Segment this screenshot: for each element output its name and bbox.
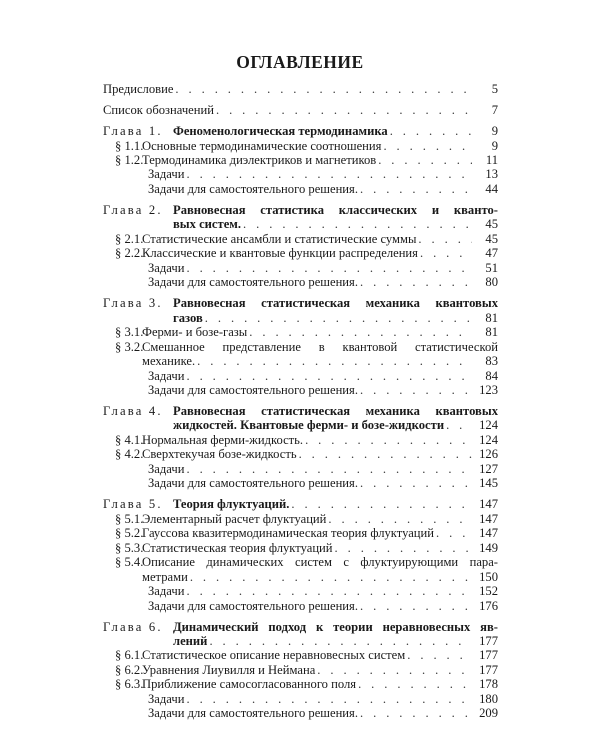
toc-entry-sec[interactable] (103, 232, 498, 246)
toc-entry-title: метрами (142, 569, 188, 584)
toc-line (103, 462, 498, 476)
toc-line (103, 124, 498, 138)
dot-leader (241, 217, 472, 231)
toc-entry-sub[interactable] (103, 182, 498, 196)
toc-page-number: 145 (479, 476, 498, 491)
toc-entry-sec[interactable] (103, 447, 498, 461)
toc-page-number: 127 (479, 461, 498, 476)
toc-entry-title: Статистические ансамбли и статистические суммы (142, 231, 417, 246)
toc-entry-sec[interactable] (103, 541, 498, 555)
toc-line (103, 139, 498, 153)
dot-leader (418, 246, 472, 260)
toc-line (103, 476, 498, 490)
toc-entry-title: Термодинамика диэлектриков и магнетиков (142, 153, 377, 167)
toc-entry-title: Задачи для самостоятельного решения. (148, 275, 358, 290)
toc-entry-number: § 5.2. (115, 526, 144, 541)
toc-page-number: 51 (485, 260, 498, 275)
toc-entry-number: § 1.2. (115, 153, 144, 167)
toc-page-number: 47 (485, 246, 498, 261)
toc-entry-title: вых систем. (173, 217, 242, 232)
toc-line (103, 706, 498, 720)
toc-entry-sub[interactable] (103, 476, 498, 490)
toc-entry-number: § 2.2. (115, 246, 144, 261)
toc-line (103, 512, 498, 526)
toc-line (103, 261, 498, 275)
dot-leader (381, 139, 472, 153)
dot-leader (405, 648, 472, 662)
toc-entry-title: Задачи (148, 691, 185, 706)
dot-leader (356, 677, 472, 691)
toc-page-number: 149 (479, 540, 498, 555)
toc-entry-title: Ферми- и бозе-газы (142, 325, 248, 340)
dot-leader (358, 383, 472, 397)
toc-group (103, 404, 498, 491)
toc-entry-title: Основные термодинамические соотношения (142, 138, 382, 153)
dot-leader (214, 103, 472, 117)
dot-leader (358, 599, 472, 613)
toc-entry-plain[interactable] (103, 82, 498, 96)
toc-entry-chap[interactable] (103, 620, 498, 649)
toc-page-number: 44 (485, 181, 498, 196)
toc-line (103, 340, 498, 354)
toc-page-number: 80 (485, 275, 498, 290)
dot-leader (184, 584, 472, 598)
toc-entry-chap[interactable] (103, 124, 498, 138)
toc-entry-sec[interactable] (103, 512, 498, 526)
toc-line (103, 246, 498, 260)
toc-line (103, 354, 498, 368)
toc-entry-chap[interactable] (103, 497, 498, 511)
toc-line (103, 663, 498, 677)
toc-entry-sec[interactable] (103, 555, 498, 584)
dot-leader (376, 153, 472, 167)
toc-entry-number: § 6.1. (115, 648, 144, 663)
dot-leader (173, 82, 472, 96)
toc-entry-number: § 4.2. (115, 447, 144, 462)
toc-entry-number: § 5.1. (115, 511, 144, 526)
dot-leader (297, 447, 472, 461)
toc-line (103, 634, 498, 648)
toc-entry-number: § 1.1. (115, 138, 144, 153)
toc-page-number: 13 (485, 167, 498, 182)
toc-entry-title: лений (173, 634, 208, 649)
toc-page-number: 9 (491, 138, 498, 153)
toc-page-number: 150 (479, 569, 498, 584)
toc-entry-title: Равновесная статистика классических и кванто- (173, 202, 498, 217)
dot-leader (326, 512, 472, 526)
dot-leader (388, 124, 472, 138)
toc-entry-title: Нормальная ферми-жидкость. (142, 432, 304, 447)
toc-page-number: 45 (485, 231, 498, 246)
dot-leader (289, 497, 472, 511)
toc-group (103, 620, 498, 721)
toc-group (103, 296, 498, 397)
toc-entry-sec[interactable] (103, 246, 498, 260)
dot-leader (358, 182, 472, 196)
toc-entry-chap[interactable] (103, 404, 498, 433)
dot-leader (207, 634, 472, 648)
toc-entry-sec[interactable] (103, 648, 498, 662)
toc-entry-sec[interactable] (103, 325, 498, 339)
page-title: ОГЛАВЛЕНИЕ (236, 52, 364, 72)
toc-entry-sub[interactable] (103, 383, 498, 397)
toc-entry-number: § 2.1. (115, 231, 144, 246)
toc-line (103, 584, 498, 598)
toc-group (103, 124, 498, 196)
toc-line (103, 275, 498, 289)
dot-leader (247, 325, 472, 339)
toc-page-number: 178 (479, 677, 498, 692)
toc-entry-title: Теория флуктуаций. (173, 497, 290, 512)
dot-leader (358, 706, 472, 720)
dot-leader (203, 311, 472, 325)
toc-line (103, 497, 498, 511)
toc-entry-chap[interactable] (103, 203, 498, 232)
toc-line (103, 325, 498, 339)
toc-entry-title: Равновесная статистическая механика квантовых (173, 296, 498, 311)
toc-page-number: 5 (491, 82, 498, 96)
toc-group (103, 203, 498, 290)
dot-leader (188, 570, 472, 584)
toc-line (103, 418, 498, 432)
dot-leader (358, 476, 472, 490)
toc-entry-number: § 3.1. (115, 325, 144, 340)
toc-entry-title: Задачи для самостоятельного решения. (148, 476, 358, 491)
table-of-contents (103, 82, 498, 727)
dot-leader (184, 167, 472, 181)
toc-entry-title: Задачи для самостоятельного решения. (148, 181, 358, 196)
toc-line (103, 677, 498, 691)
toc-entry-chap[interactable] (103, 296, 498, 325)
toc-line (103, 217, 498, 231)
toc-entry-title: Задачи (148, 461, 185, 476)
toc-page-number: 124 (479, 432, 498, 447)
toc-group (103, 103, 498, 117)
dot-leader (195, 354, 472, 368)
toc-line (103, 369, 498, 383)
toc-entry-sec[interactable] (103, 677, 498, 691)
toc-line (103, 167, 498, 181)
toc-entry-title: Задачи для самостоятельного решения. (148, 706, 358, 721)
toc-entry-sub[interactable] (103, 167, 498, 181)
toc-page-number: 180 (479, 691, 498, 706)
toc-entry-plain[interactable] (103, 103, 498, 117)
toc-entry-number: Глава 3. (103, 296, 163, 311)
toc-entry-title: Описание динамических систем с флуктуирующими пара- (142, 555, 498, 570)
toc-page-number: 11 (485, 153, 498, 167)
toc-group (103, 497, 498, 613)
toc-entry-sec[interactable] (103, 153, 498, 167)
toc-page-number: 81 (485, 310, 498, 325)
toc-entry-sub[interactable] (103, 261, 498, 275)
toc-entry-title: Задачи для самостоятельного решения. (148, 382, 358, 397)
toc-entry-sec[interactable] (103, 340, 498, 369)
toc-line (103, 82, 498, 96)
toc-page-number: 147 (479, 526, 498, 541)
toc-line (103, 570, 498, 584)
toc-line (103, 692, 498, 706)
toc-line (103, 153, 498, 167)
toc-page-number: 123 (479, 382, 498, 397)
toc-page-number: 124 (479, 418, 498, 433)
toc-line (103, 404, 498, 418)
toc-line (103, 182, 498, 196)
dot-leader (434, 526, 472, 540)
toc-entry-number: § 6.2. (115, 662, 144, 677)
toc-entry-number: § 3.2. (115, 339, 144, 354)
toc-entry-number: Глава 4. (103, 404, 163, 419)
toc-line (103, 648, 498, 662)
toc-entry-title: Статистическая теория флуктуаций (142, 540, 333, 555)
toc-entry-title: Смешанное представление в квантовой статистической (142, 339, 498, 354)
toc-line (103, 599, 498, 613)
toc-entry-title: газов (173, 310, 203, 325)
toc-entry-number: Глава 2. (103, 202, 163, 217)
dot-leader (184, 462, 472, 476)
toc-page-number: 81 (485, 325, 498, 340)
toc-line (103, 620, 498, 634)
toc-entry-title: Предисловие (103, 82, 174, 96)
toc-entry-title: Статистическое описание неравновесных систем (142, 648, 406, 663)
toc-entry-title: Задачи для самостоятельного решения. (148, 598, 358, 613)
toc-entry-sub[interactable] (103, 369, 498, 383)
toc-entry-sec[interactable] (103, 139, 498, 153)
toc-line (103, 447, 498, 461)
toc-entry-sub[interactable] (103, 275, 498, 289)
toc-entry-title: механике. (142, 354, 196, 369)
toc-line (103, 311, 498, 325)
toc-line (103, 383, 498, 397)
toc-entry-title: Уравнения Лиувилля и Неймана (142, 662, 316, 677)
toc-line (103, 541, 498, 555)
toc-page-number: 147 (479, 497, 498, 512)
toc-entry-number: Глава 5. (103, 497, 163, 512)
toc-page-number: 177 (479, 648, 498, 663)
toc-entry-number: § 5.3. (115, 540, 144, 555)
toc-entry-number: Глава 6. (103, 619, 163, 634)
toc-entry-sec[interactable] (103, 663, 498, 677)
toc-entry-number: § 6.3. (115, 677, 144, 692)
toc-entry-number: § 5.4. (115, 555, 144, 570)
dot-leader (416, 232, 472, 246)
toc-page-number: 177 (479, 662, 498, 677)
toc-entry-title: Классические и квантовые функции распределения (142, 246, 418, 261)
toc-page-number: 152 (479, 584, 498, 599)
dot-leader (303, 433, 472, 447)
toc-page-number: 176 (479, 598, 498, 613)
toc-entry-title: Элементарный расчет флуктуаций (142, 511, 327, 526)
toc-page-number: 84 (485, 368, 498, 383)
toc-entry-title: Динамический подход к теории неравновесных яв- (173, 619, 498, 634)
toc-line (103, 203, 498, 217)
toc-entry-title: Равновесная статистическая механика квантовых (173, 404, 498, 419)
toc-page-number: 83 (485, 354, 498, 369)
toc-page-number: 177 (479, 634, 498, 649)
dot-leader (444, 418, 472, 432)
toc-entry-title: Феноменологическая термодинамика (173, 124, 388, 139)
toc-entry-sub[interactable] (103, 692, 498, 706)
toc-line (103, 433, 498, 447)
toc-entry-sub[interactable] (103, 706, 498, 720)
toc-entry-sub[interactable] (103, 462, 498, 476)
toc-entry-number: Глава 1. (103, 124, 163, 139)
toc-entry-title: Задачи (148, 260, 185, 275)
toc-page-number: 45 (485, 217, 498, 232)
toc-entry-sec[interactable] (103, 526, 498, 540)
toc-page-number: 126 (479, 447, 498, 462)
toc-entry-title: Сверхтекучая бозе-жидкость (142, 447, 297, 462)
dot-leader (333, 541, 472, 555)
dot-leader (184, 369, 472, 383)
toc-entry-sub[interactable] (103, 584, 498, 598)
toc-page-number: 147 (479, 511, 498, 526)
dot-leader (184, 692, 472, 706)
toc-page-number: 9 (491, 124, 498, 139)
toc-line (103, 555, 498, 569)
toc-line (103, 526, 498, 540)
toc-entry-number: § 4.1. (115, 432, 144, 447)
toc-entry-title: Гауссова квазитермодинамическая теория флуктуаций (142, 526, 435, 541)
toc-entry-title: Приближение самосогласованного поля (142, 677, 357, 692)
toc-page-number: 209 (479, 706, 498, 721)
dot-leader (315, 663, 472, 677)
toc-page-number: 7 (491, 103, 498, 118)
toc-entry-sec[interactable] (103, 433, 498, 447)
toc-entry-title: жидкостей. Квантовые ферми- и бозе-жидкости (173, 418, 445, 433)
toc-entry-title: Задачи (148, 584, 185, 599)
toc-line (103, 232, 498, 246)
dot-leader (184, 261, 472, 275)
toc-group (103, 82, 498, 96)
toc-line (103, 296, 498, 310)
toc-entry-title: Список обозначений (103, 103, 214, 118)
dot-leader (358, 275, 472, 289)
toc-entry-title: Задачи (148, 167, 185, 182)
toc-entry-sub[interactable] (103, 599, 498, 613)
toc-entry-title: Задачи (148, 368, 185, 383)
toc-line (103, 103, 498, 117)
